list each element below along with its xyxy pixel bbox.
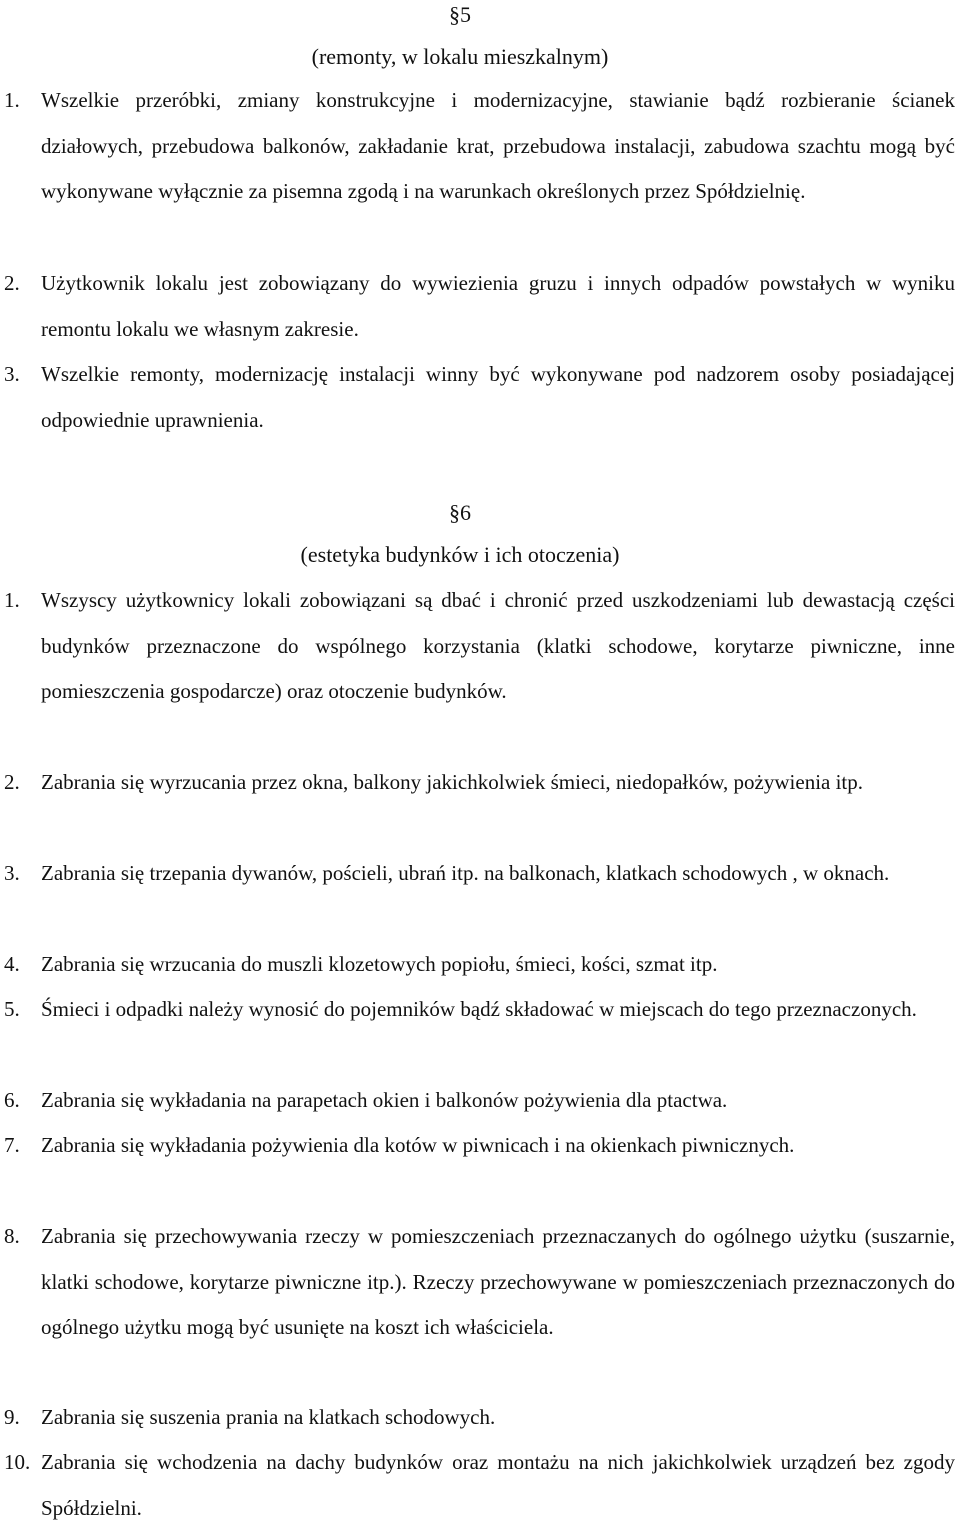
item-number: 5. bbox=[4, 997, 20, 1021]
item-text: Śmieci i odpadki należy wynosić do pojemników bądź składować w miejscach do tego przeznaczonych. bbox=[41, 997, 917, 1021]
item-number: 3. bbox=[4, 362, 20, 386]
item-number: 7. bbox=[4, 1133, 20, 1157]
section-title: (remonty, w lokalu mieszkalnym) bbox=[311, 44, 609, 69]
item-number: 9. bbox=[4, 1405, 20, 1429]
section-title: (estetyka budynków i ich otoczenia) bbox=[300, 542, 620, 567]
item-text: Zabrania się wrzucania do muszli klozetowych popiołu, śmieci, kości, szmat itp. bbox=[41, 952, 718, 976]
item-text: Użytkownik lokalu jest zobowiązany do wywiezienia gruzu i innych odpadów powstałych w wyniku remontu lokalu we własnym zakresie. bbox=[41, 271, 955, 341]
item-text: Wszelkie przeróbki, zmiany konstrukcyjne i modernizacyjne, stawianie bądź rozbieranie ścianek działowych, przebudowa balkonów, zakładanie krat, przebudowa instalacji, zabudowa szachtu mogą być wykonywane wyłącznie za pisemna zgodą i na warunkach określonych przez Spółdzielnię. bbox=[41, 88, 955, 203]
item-text: Wszyscy użytkownicy lokali zobowiązani są dbać i chronić przed uszkodzeniami lub dewastacją części budynków przeznaczone do wspólnego korzystania (klatki schodowe, korytarze piwniczne, inne pomieszczenia gospodarcze) oraz otoczenie budynków. bbox=[41, 588, 955, 703]
item-number: 2. bbox=[4, 271, 20, 295]
section-number: §6 bbox=[449, 500, 471, 525]
item-number: 8. bbox=[4, 1224, 20, 1248]
item-text: Zabrania się trzepania dywanów, pościeli, ubrań itp. na balkonach, klatkach schodowych , w oknach. bbox=[41, 861, 890, 885]
item-number: 3. bbox=[4, 861, 20, 885]
item-text: Zabrania się wchodzenia na dachy budynków oraz montażu na nich jakichkolwiek urządzeń bez zgody Spółdzielni. bbox=[41, 1450, 955, 1520]
section-number: §5 bbox=[449, 2, 471, 27]
item-text: Zabrania się wyrzucania przez okna, balkony jakichkolwiek śmieci, niedopałków, pożywienia itp. bbox=[41, 770, 864, 794]
item-text: Zabrania się wykładania na parapetach okien i balkonów pożywienia dla ptactwa. bbox=[41, 1088, 728, 1112]
item-number: 4. bbox=[4, 952, 20, 976]
item-text: Zabrania się wykładania pożywienia dla kotów w piwnicach i na okienkach piwnicznych. bbox=[41, 1133, 795, 1157]
item-number: 1. bbox=[4, 88, 20, 112]
item-number: 6. bbox=[4, 1088, 20, 1112]
item-number: 10. bbox=[4, 1450, 31, 1474]
item-number: 2. bbox=[4, 770, 20, 794]
item-text: Wszelkie remonty, modernizację instalacji winny być wykonywane pod nadzorem osoby posiadającej odpowiednie uprawnienia. bbox=[41, 362, 955, 432]
item-text: Zabrania się przechowywania rzeczy w pomieszczeniach przeznaczanych do ogólnego użytku (suszarnie, klatki schodowe, korytarze piwniczne itp.). Rzeczy przechowywane w pomieszczeniach przeznaczonych do ogólnego użytku mogą być usunięte na koszt ich właściciela. bbox=[41, 1224, 955, 1339]
item-text: Zabrania się suszenia prania na klatkach schodowych. bbox=[41, 1405, 496, 1429]
item-number: 1. bbox=[4, 588, 20, 612]
